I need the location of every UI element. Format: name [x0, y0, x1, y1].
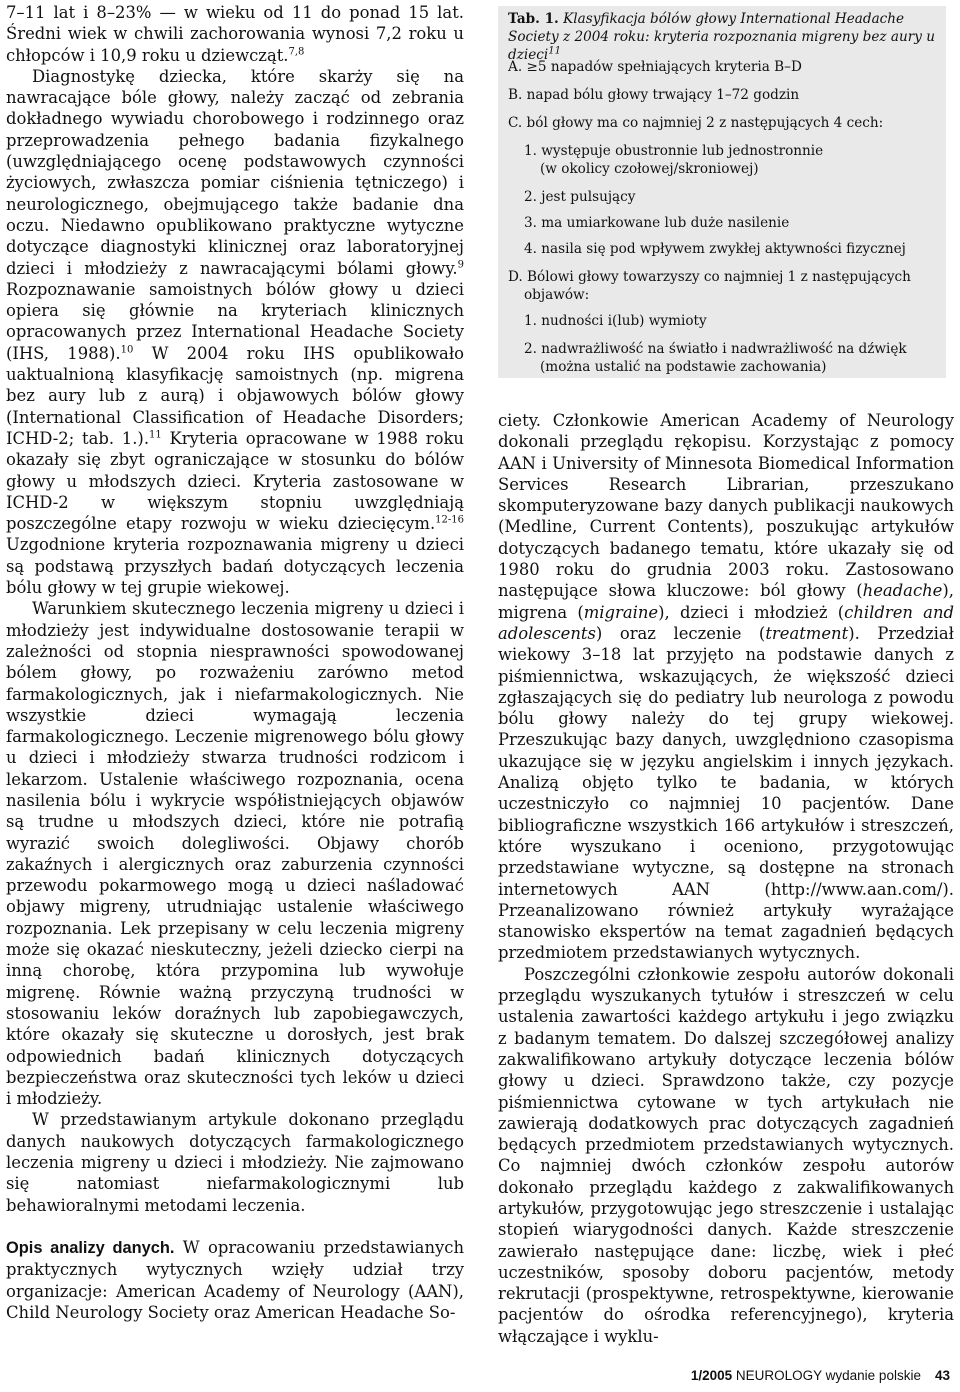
- table-1-box: [498, 6, 946, 378]
- paragraph-diagnostics: [6, 66, 464, 598]
- text-run: Rozpoznawanie samoistnych bólów głowy u dzieci opiera się głównie na kryteriach klinicznych opracowanych przez International Headache Society (IHS, 1988).: [6, 279, 464, 363]
- paragraph-age-distribution: [6, 2, 464, 66]
- criterion-b: B. napad bólu głowy trwający 1–72 godzin: [508, 87, 800, 103]
- text-run: Kryteria opracowane w 1988 roku okazały się zbyt ograniczające w stosunku do bólów głowy u młodszych dzieci. Kryteria zastosowane w ICHD-2 w większym stopniu uwzględniają poszczególne etapy rozwoju w wieku dziecięcym.: [6, 428, 464, 534]
- keyword-italic: migraine: [583, 602, 659, 622]
- text-run: Diagnostykę dziecka, które skarży się na nawracające bóle głowy, należy zacząć od zebrania dokładnego wywiadu chorobowego i rodzinnego oraz przeprowadzenia pełnego badania fizykalnego (uwzględniającego ocenę podstawowych czynności życiowych, zwłaszcza pomiar ciśnienia tętniczego) i neurologicznego, obejmującego także badanie dna oczu. Niedawno opublikowano praktyczne wytyczne dotyczące diagnostyki klinicznej oraz laboratoryjnej dzieci i młodzieży z nawracającymi bólami głowy.: [6, 66, 464, 278]
- section-heading: Opis analizy danych.: [6, 1238, 175, 1257]
- text-run: W opracowaniu przedstawianych praktycznych wytycznych wzięły udział trzy organizacje: American Academy of Neurology (AAN), Child Neurology Society oraz American Headache So-: [6, 1237, 465, 1322]
- paragraph-search-method: [498, 410, 954, 964]
- paragraph-review-process: Poszczególni członkowie zespołu autorów dokonali przeglądu wyszukanych tytułów i streszczeń w celu ustalenia zawartości każdego artykułu i jego związku z badanym tematem. Do dalszej szczegółowej analizy zakwalifikowano artykuły dotyczące leczenia bólów głowy u dzieci. Sprawdzono także, czy pozycje piśmiennictwa cytowane w tych artykułach nie zawierają dodatkowych prac dotyczących zagadnień będących przedmiotem przedstawianych wytycznych. Co najmniej dwóch członków zespołu autorów dokonało przeglądu każdego z zakwalifikowanych artykułów, przygotowując jego streszczenie i ustalając stopień wiarygodności danych. Każde streszczenie zawierało następujące dane: liczbę, wiek i płeć uczestników, sposoby doboru pacjentów, metody rekrutacji (prospektywne, retrospektywne, kierowanie pacjentów do ośrodka referencyjnego), kryteria włączające i wyklu-: [498, 964, 954, 1346]
- text-run: ). Przedział wiekowy 3–18 lat przyjęto na podstawie danych z piśmiennictwa, wskazujących, że większość dzieci zgłaszających się do pediatry lub neurologa z powodu bólu głowy należy do tej grupy wiekowej. Przeszukując bazy danych, uwzględniono czasopisma ukazujące się w języku angielskim i innych językach. Analizą objęto tylko te badania, w których uczestniczyło co najmniej 10 pacjentów. Dane bibliograficzne wszystkich 166 artykułów i streszczeń, które wyszukano i oceniono, przygotowując przedstawiane wytyczne, są dostępne na stronach internetowych AAN (http://www.aan.com/). Przeanalizowano również artykuły wyrażające stanowisko ekspertów na temat zagadnień będących przedmiotem przedstawianych wytycznych.: [498, 623, 954, 963]
- citation-ref: 11: [149, 429, 162, 441]
- issue-number: 1/2005: [690, 1368, 733, 1383]
- text-run: W 2004 roku IHS opublikowało uaktualnioną klasyfikację samoistnych (np. migrena bez aury lub z aurą) i objawowych bólów głowy (International Classification of Headache Disorders; ICHD-2; tab. 1.).: [6, 343, 464, 448]
- text-run: Uzgodnione kryteria rozpoznawania migreny u dzieci są podstawą przyszłych badań dotyczących leczenia bólu głowy w tej grupie wiekowej.: [6, 535, 464, 598]
- criterion-a: A. ≥5 napadów spełniających kryteria B–D: [508, 59, 802, 75]
- citation-ref: 10: [120, 344, 134, 356]
- caption-text: Klasyfikacja bólów głowy International Headache Society z 2004 roku: kryteria rozpoznania migreny bez aury u dzieci: [508, 11, 935, 63]
- criterion-d-1: 1. nudności i(lub) wymioty: [524, 313, 707, 329]
- left-column: [6, 2, 464, 1323]
- criterion-c: C. ból głowy ma co najmniej 2 z następujących 4 cech:: [508, 115, 884, 131]
- page-number: 43: [934, 1368, 950, 1383]
- citation-ref: 9: [457, 259, 464, 271]
- criterion-c-3: 3. ma umiarkowane lub duże nasilenie: [524, 215, 790, 231]
- criterion-d: D. Bólowi głowy towarzyszy co najmniej 1 z następujących: [508, 269, 911, 285]
- text-run: ) oraz leczenie (: [595, 623, 766, 643]
- citation-ref: 11: [548, 45, 561, 57]
- text-run: ), dzieci i młodzież (: [658, 602, 845, 622]
- citation-ref: 7,8: [288, 46, 305, 58]
- table-caption: [508, 10, 940, 64]
- table-label: Tab. 1.: [508, 11, 559, 27]
- paragraph-data-analysis: [6, 1237, 464, 1323]
- criterion-d-cont: objawów:: [524, 287, 590, 303]
- keyword-italic: children and adolescents: [498, 602, 954, 643]
- journal-name: NEUROLOGY wydanie polskie: [732, 1368, 921, 1383]
- text-run: ), migrena (: [498, 581, 954, 622]
- keyword-italic: headache: [862, 581, 943, 601]
- criterion-c-1-cont: (w okolicy czołowej/skroniowej): [540, 161, 759, 177]
- criterion-c-2: 2. jest pulsujący: [524, 189, 636, 205]
- keyword-italic: treatment: [765, 623, 849, 643]
- text-run: 7–11 lat i 8–23% — w wieku od 11 do ponad 15 lat. Średni wiek w chwili zachorowania wynosi 7,2 roku u chłopców i 10,9 roku u dziewcząt.: [6, 3, 464, 65]
- criterion-c-4: 4. nasila się pod wpływem zwykłej aktywności fizycznej: [524, 241, 906, 257]
- criterion-c-1: 1. występuje obustronnie lub jednostronnie: [524, 143, 824, 159]
- criterion-d-2: 2. nadwrażliwość na światło i nadwrażliwość na dźwięk: [524, 341, 907, 357]
- text-run: ciety. Członkowie American Academy of Neurology dokonali przeglądu rękopisu. Korzystając z pomocy AAN i University of Minnesota Biomedical Information Services Research Librarian, przeszukano skomputeryzowane bazy danych publikacji naukowych (Medline, Current Contents), poszukując artykułów dotyczących badanego tematu, które ukazały się od 1980 roku do grudnia 2003 roku. Zastosowano następujące słowa kluczowe: ból głowy (: [498, 411, 954, 601]
- paragraph-gap: [6, 1216, 464, 1237]
- paragraph-article-scope: W przedstawianym artykule dokonano przeglądu danych naukowych dotyczących farmakologicznego leczenia migreny u dzieci i młodzieży. Nie zajmowano się natomiast niefarmakologicznymi lub behawioralnymi metodami leczenia.: [6, 1110, 464, 1215]
- right-column: [498, 410, 954, 1347]
- paragraph-treatment-conditions: Warunkiem skutecznego leczenia migreny u dzieci i młodzieży jest indywidualne dostosowanie terapii w zależności od stopnia niesprawności spowodowanej bólem głowy, po rozważeniu zarówno metod farmakologicznych, jak i niefarmakologicznych. Nie wszystkie dzieci wymagają leczenia farmakologicznego. Leczenie migrenowego bólu głowy u dzieci i młodzieży stwarza trudności rodzicom i lekarzom. Ustalenie właściwego rozpoznania, ocena nasilenia bólu i wykrycie współistniejących objawów są trudne u młodszych dzieci, które nie potrafią wyrazić swoich dolegliwości. Objawy chorób zakaźnych i alergicznych oraz zaburzenia czynności przewodu pokarmowego mogą u dzieci naśladować objawy migreny, utrudniając ustalenie właściwego rozpoznania. Lek przepisany w celu leczenia migreny może się okazać nieskuteczny, jeżeli dziecko cierpi na inną chorobę, która przypomina lub wywołuje migrenę. Równie ważną przyczyną trudności w stosowaniu leków doraźnych lub zapobiegawczych, które okazały się skuteczne u dorosłych, jest brak odpowiednich badań klinicznych dotyczących bezpieczeństwa oraz skuteczności tych leków u dzieci i młodzieży.: [6, 599, 464, 1109]
- page-footer: [691, 1368, 950, 1383]
- criterion-d-2-cont: (można ustalić na podstawie zachowania): [540, 359, 827, 375]
- citation-ref: 12-16: [435, 514, 464, 526]
